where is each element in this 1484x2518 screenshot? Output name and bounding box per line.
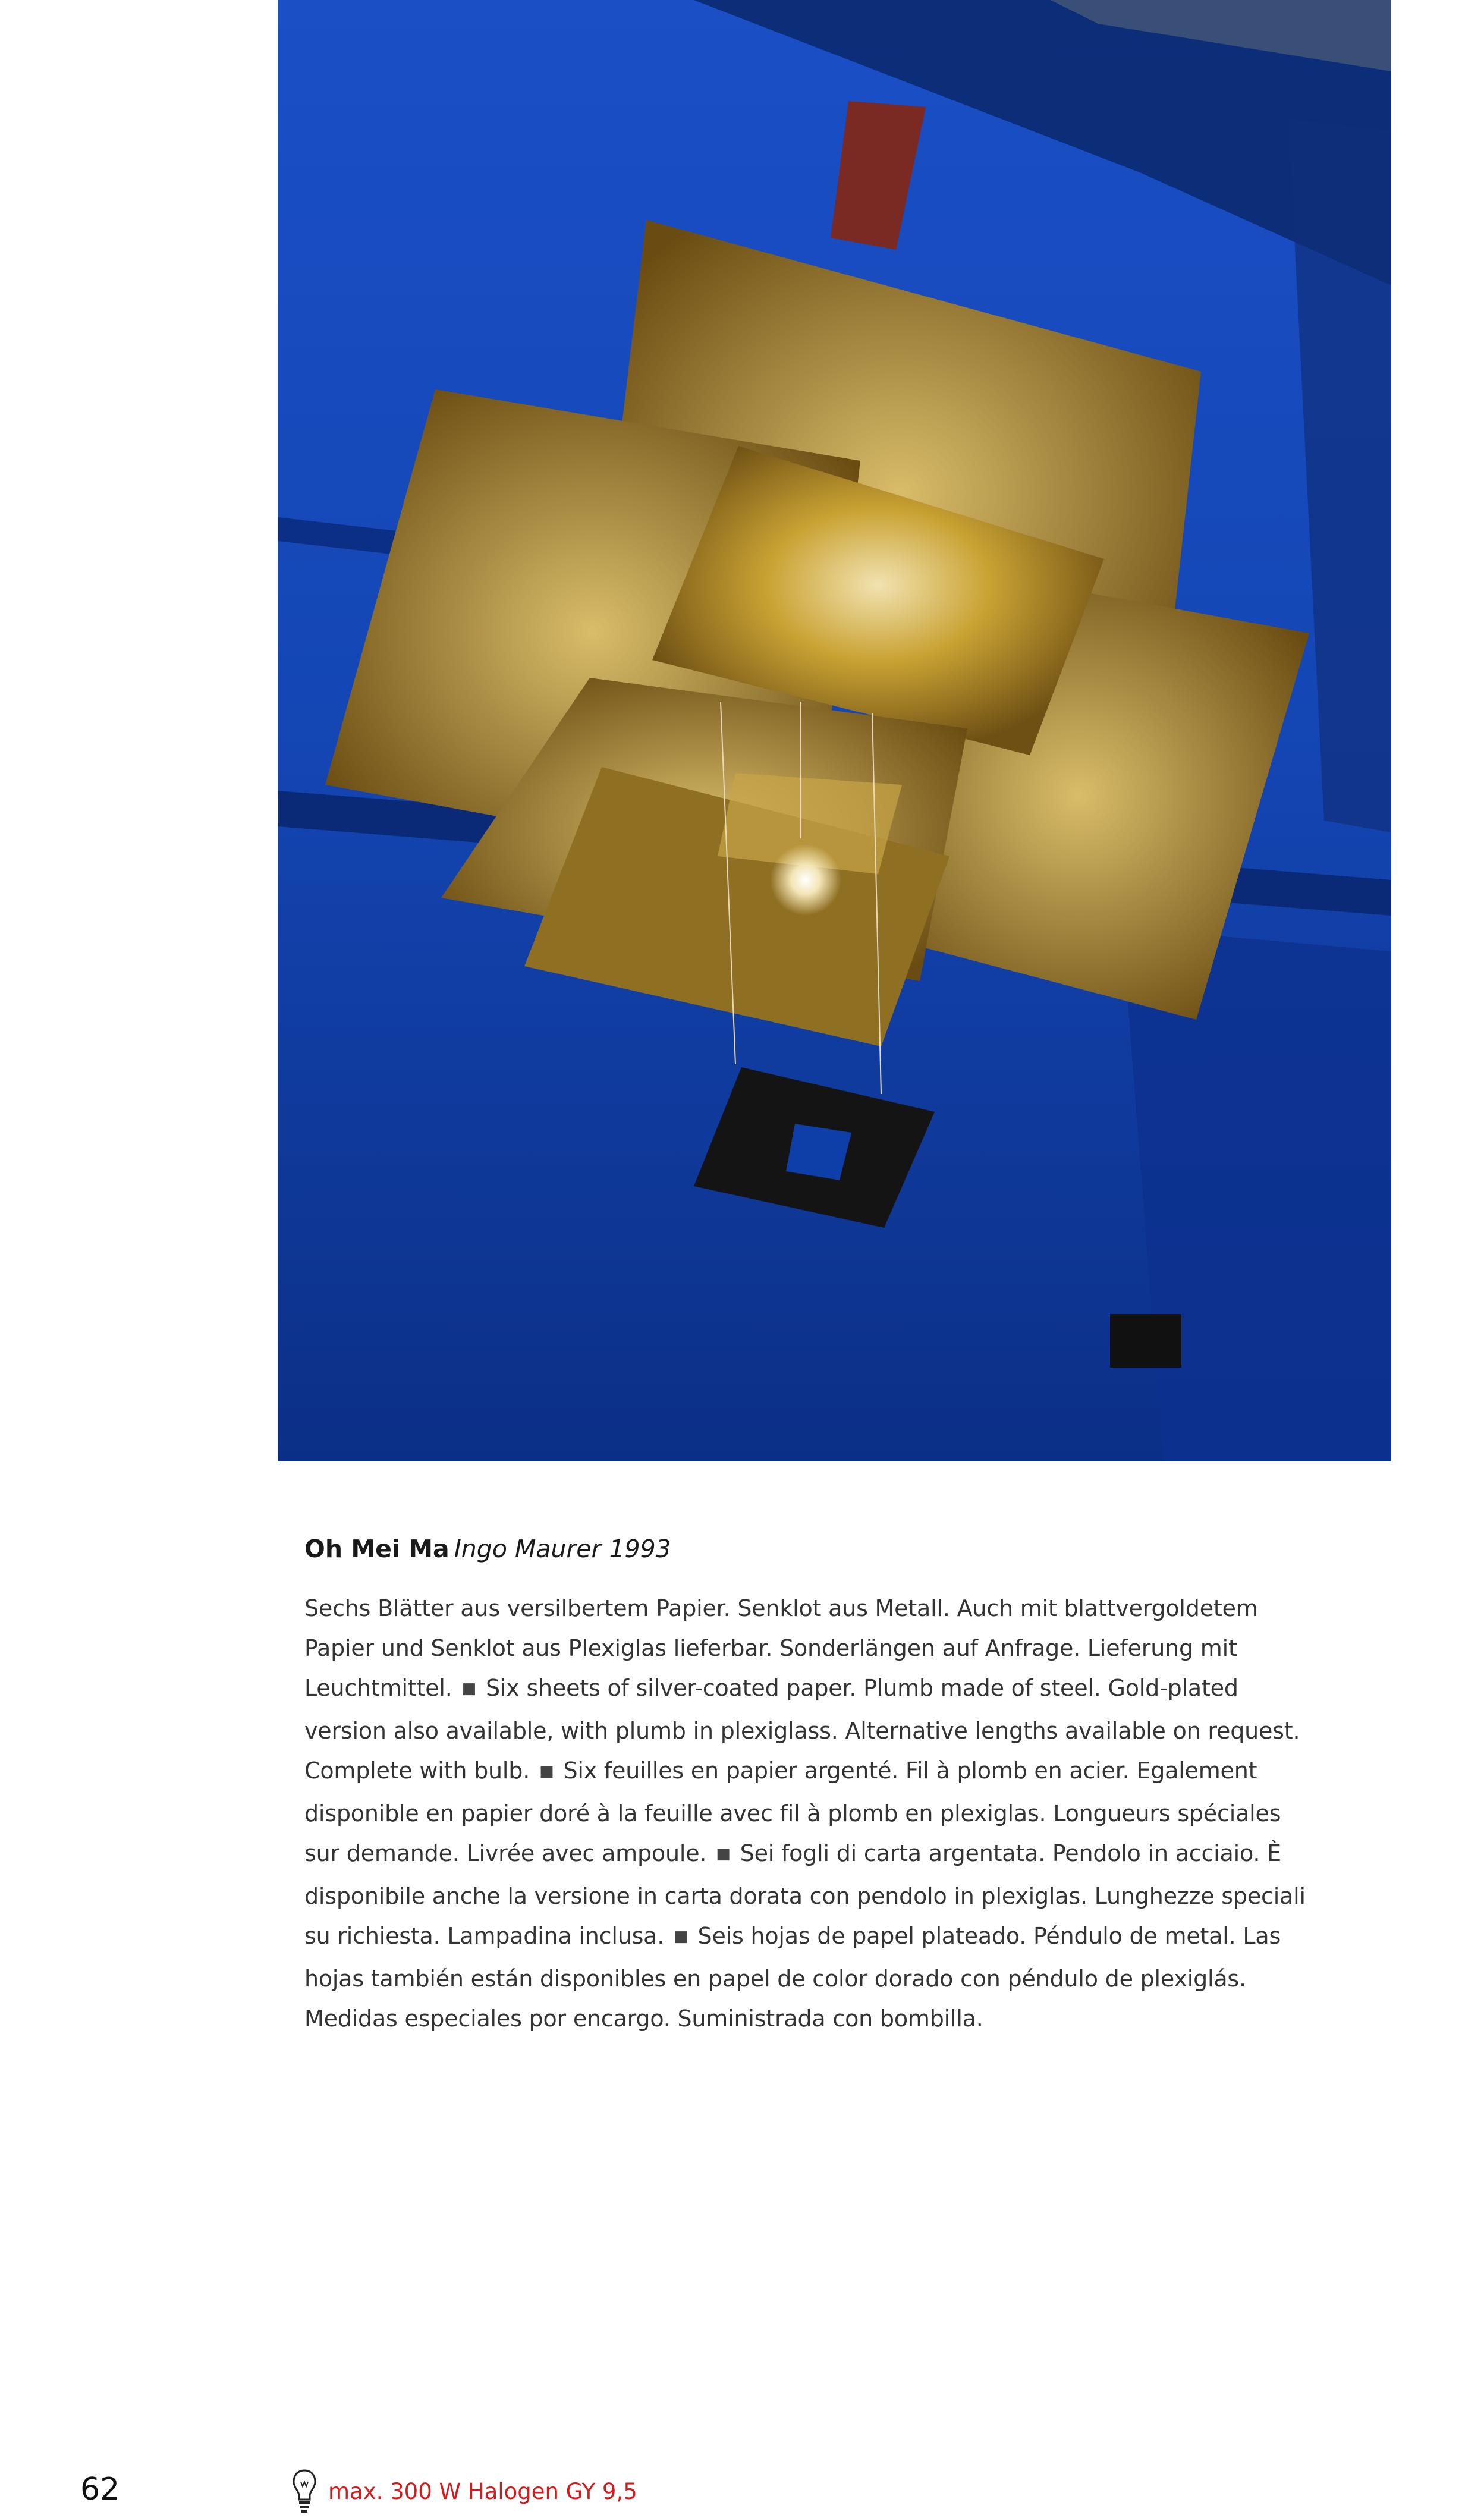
separator-icon: ■ — [674, 1928, 688, 1945]
light-bulb-icon — [291, 2469, 317, 2514]
product-photo — [278, 0, 1391, 1461]
page-number: 62 — [80, 2472, 120, 2507]
product-title — [304, 1531, 1315, 1567]
description-de: Sechs Blätter aus versilbertem Papier. Senklot aus Metall. Auch mit blattvergoldetem Papier und Senklot aus Plexiglas lieferbar. Sonderlängen auf Anfrage. Lieferung mit Leuchtmittel. — [304, 1595, 1258, 1701]
description-it: Sei fogli di carta argentata. Pendolo in acciaio. È disponibile anche la versione in carta dorata con pendolo in plexiglas. Lunghezze speciali su richiesta. Lampadina inclusa. — [304, 1840, 1306, 1949]
product-name: Oh Mei Ma — [304, 1535, 449, 1563]
designer-year: Ingo Maurer 1993 — [454, 1535, 671, 1563]
product-caption — [304, 1531, 1315, 2039]
separator-icon: ■ — [539, 1762, 554, 1780]
description-en: Six sheets of silver-coated paper. Plumb made of steel. Gold-plated version also available, with plumb in plexiglass. Alternative lengths available on request. Complete with bulb. — [304, 1675, 1300, 1784]
description-es: Seis hojas de papel plateado. Péndulo de metal. Las hojas también están disponibles en papel de color dorado con péndulo de plexiglás. Medidas especiales por encargo. Suministrada con bombilla. — [304, 1923, 1281, 2032]
product-description — [304, 1589, 1315, 2039]
separator-icon: ■ — [716, 1845, 731, 1863]
lamp-spec-text: max. 300 W Halogen GY 9,5 — [328, 2478, 637, 2504]
description-fr: Six feuilles en papier argenté. Fil à plomb en acier. Egalement disponible en papier doré à la feuille avec fil à plomb en plexiglas. Longueurs spéciales sur demande. Livrée avec ampoule. — [304, 1758, 1281, 1866]
lamp-spec — [291, 2467, 637, 2515]
separator-icon: ■ — [461, 1680, 477, 1697]
